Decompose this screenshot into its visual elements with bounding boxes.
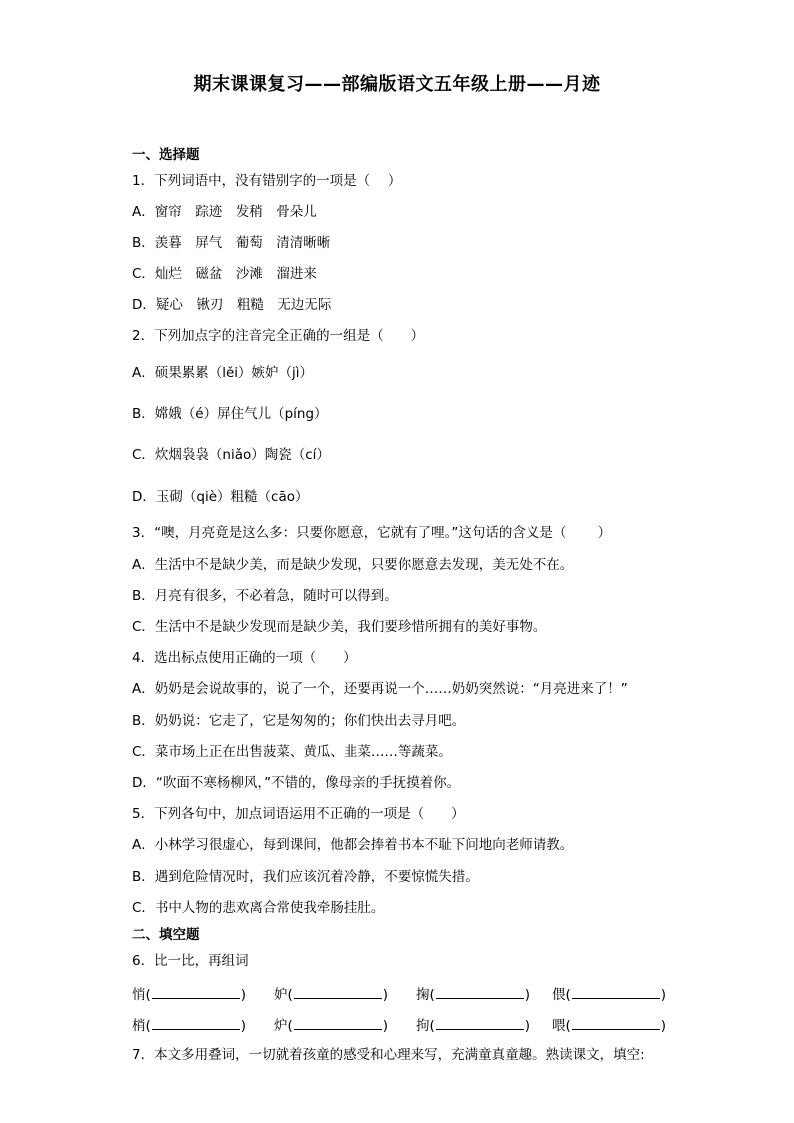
question-1-stem: 1．下列词语中，没有错别字的一项是（ ） bbox=[132, 173, 402, 189]
question-5-option-c: C．书中人物的悲欢离合常使我牵肠挂肚。 bbox=[132, 900, 385, 916]
question-4-stem: 4．选出标点使用正确的一项（ ） bbox=[132, 650, 357, 666]
question-5-stem: 5．下列各句中，加点词语运用不正确的一项是（ ） bbox=[132, 806, 465, 822]
question-1-option-d: D．疑心 锹刃 粗糙 无边无际 bbox=[132, 297, 332, 313]
answer-blank[interactable] bbox=[436, 1015, 524, 1030]
answer-blank[interactable] bbox=[572, 984, 660, 999]
word-group-item: 掬( ) bbox=[416, 983, 530, 1003]
word-group-row-2 bbox=[132, 1014, 672, 1034]
word-group-item: 偎( ) bbox=[552, 983, 666, 1003]
answer-blank[interactable] bbox=[294, 1015, 382, 1030]
word-group-row-1 bbox=[132, 983, 672, 1003]
question-3-stem: 3．“噢，月亮竟是这么多：只要你愿意，它就有了哩。”这句话的含义是（ ） bbox=[132, 525, 612, 541]
question-1-option-b: B．羡暮 屏气 葡萄 清清晰晰 bbox=[132, 235, 331, 251]
question-4-option-a: A．奶奶是会说故事的，说了一个，还要再说一个……奶奶突然说：“月亮进来了！” bbox=[132, 681, 628, 697]
question-7-stem: 7．本文多用叠词，一切就着孩童的感受和心理来写，充满童真童趣。熟读课文，填空: bbox=[132, 1047, 645, 1063]
question-2-option-d: D．玉砌（qiè）粗糙（cāo） bbox=[132, 489, 309, 505]
question-3-option-b: B．月亮有很多，不必着急，随时可以得到。 bbox=[132, 588, 398, 604]
answer-blank[interactable] bbox=[294, 984, 382, 999]
question-6-stem: 6．比一比，再组词 bbox=[132, 953, 249, 969]
question-3-option-c: C．生活中不是缺少发现而是缺少美，我们要珍惜所拥有的美好事物。 bbox=[132, 619, 547, 635]
question-2-option-a: A．硕果累累（lěi）嫉妒（jì） bbox=[132, 365, 314, 381]
question-2-option-c: C．炊烟袅袅（niǎo）陶瓷（cí） bbox=[132, 447, 330, 463]
question-2-stem: 2．下列加点字的注音完全正确的一组是（ ） bbox=[132, 328, 425, 344]
question-3-option-a: A．生活中不是缺少美，而是缺少发现，只要你愿意去发现，美无处不在。 bbox=[132, 557, 574, 573]
question-4-option-d: D．“吹面不寒杨柳风，”不错的，像母亲的手抚摸着你。 bbox=[132, 775, 461, 791]
question-1-option-c: C．灿烂 磁盆 沙滩 溜进来 bbox=[132, 266, 317, 282]
answer-blank[interactable] bbox=[152, 1015, 240, 1030]
word-group-item: 喂( ) bbox=[552, 1014, 666, 1034]
word-group-item: 拘( ) bbox=[416, 1014, 530, 1034]
answer-blank[interactable] bbox=[572, 1015, 660, 1030]
word-group-item: 妒( ) bbox=[274, 983, 388, 1003]
word-group-item: 梢( ) bbox=[132, 1014, 246, 1034]
section-heading-choice: 一、选择题 bbox=[132, 147, 200, 163]
question-4-option-b: B．奶奶说：它走了，它是匆匆的；你们快出去寻月吧。 bbox=[132, 713, 466, 729]
question-5-option-b: B．遇到危险情况时，我们应该沉着冷静，不要惊慌失措。 bbox=[132, 869, 479, 885]
page-title: 期末课课复习——部编版语文五年级上册——月迹 bbox=[193, 74, 601, 95]
answer-blank[interactable] bbox=[152, 984, 240, 999]
question-4-option-c: C．菜市场上正在出售菠菜、黄瓜、韭菜……等蔬菜。 bbox=[132, 744, 452, 760]
question-2-option-b: B．嫦娥（é）屏住气儿（píng） bbox=[132, 406, 328, 422]
answer-blank[interactable] bbox=[436, 984, 524, 999]
question-5-option-a: A．小林学习很虚心，每到课间，他都会捧着书本不耻下问地向老师请教。 bbox=[132, 837, 574, 853]
question-1-option-a: A．窗帘 踪迹 发稍 骨朵儿 bbox=[132, 204, 317, 220]
word-group-item: 悄( ) bbox=[132, 983, 246, 1003]
section-heading-fill: 二、填空题 bbox=[132, 927, 200, 943]
word-group-item: 炉( ) bbox=[274, 1014, 388, 1034]
